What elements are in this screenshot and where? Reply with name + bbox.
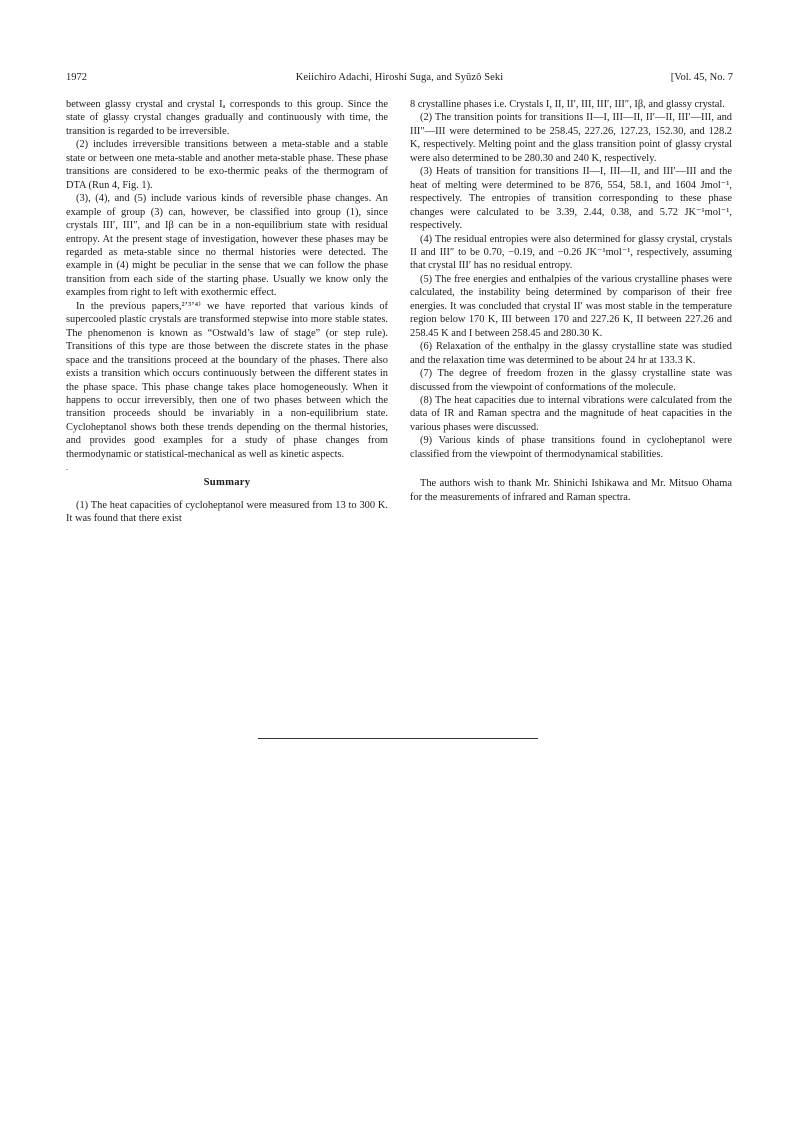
summary-item: (8) The heat capacities due to internal vibrations were calculated from the data of IR and Raman spectra and the magnitude of heat capacities in the various phases were discussed. (410, 394, 732, 433)
page-number: 1972 (66, 72, 87, 83)
stray-mark: . (66, 463, 68, 473)
summary-item: (6) Relaxation of the enthalpy in the glassy crystalline state was studied and the relaxation time was determined to be about 24 hr at 133.3 K. (410, 341, 732, 366)
summary-item: (4) The residual entropies were also determined for glassy crystal, crystals II and III″ to be 0.70, −0.19, and −0.26 JK⁻¹mol⁻¹, respectively, assuming that crystal III′ has no residual entropy. (410, 233, 732, 272)
paragraph: In the previous papers,²ʼ³ʼ⁴⁾ we have reported that various kinds of supercooled plastic crystals are transformed stepwise into more stable states. The phenomenon is known as “Ostwald’s law of stage” (or step rule). Transitions of this type are those between the discrete states in the phase space and the transitions proceed at the boundary of the phases. There also exists a transition which occurs continuously between the different states in the phase space. This phase change takes place homogeneously. When it happens to occur irreversibly, then one of two phases between which the transition proceeds should be invariably in a non-equilibrium state. Cycloheptanol shows both these trends depending on the thermal histories, and provides good examples for a study of phase changes from thermodynamic or statistical-mechanical as well as kinetic aspects. (66, 300, 388, 460)
summary-item: (5) The free energies and enthalpies of the various crystalline phases were calculated, the instability being determined by comparison of their free energies. It was concluded that crystal II′ was most stable in the temperature region below 170 K, III between 170 and 227.26 K, II between 227.26 and 258.45 K and I between 258.45 and 280.30 K. (410, 273, 732, 339)
summary-item: (2) The transition points for transitions II—I, III—II, II′—II, III′—III, and III″—III were determined to be 258.45, 227.26, 127.23, 152.30, and 128.2 K, respectively. Melting point and the glass transition point of glassy crystal were also determined to be 280.30 and 240 K, respectively. (410, 112, 732, 164)
summary-item: (1) The heat capacities of cycloheptanol were measured from 13 to 300 K. It was found that there exist (66, 499, 388, 525)
running-header (66, 72, 733, 88)
right-column (410, 98, 732, 504)
end-rule (258, 738, 538, 739)
left-column (66, 98, 388, 526)
summary-item: (9) Various kinds of phase transitions found in cycloheptanol were classified from the viewpoint of thermodynamical stabilities. (410, 435, 732, 460)
paragraph: (3), (4), and (5) include various kinds of reversible phase changes. An example of group (3) can, however, be classified into group (1), since crystals III′, III″, and Iβ can be in a non-equilibrium state with residual entropy. At the present stage of investigation, however these phases may be regarded as meta-stable since no thermal histories were detected. The example in (4) might be peculiar in the sense that we can follow the phase transition from each side of the starting phase. Usually we know only the examples from right to left with exothermic effect. (66, 193, 388, 299)
acknowledgment: The authors wish to thank Mr. Shinichi Ishikawa and Mr. Mitsuo Ohama for the measurements of infrared and Raman spectra. (410, 478, 732, 503)
paragraph: (2) includes irreversible transitions between a meta-stable and a stable state or between one meta-stable and another meta-stable phase. These phase transitions are considered to be exo-thermic peaks of the thermogram of DTA (Run 4, Fig. 1). (66, 139, 388, 191)
summary-heading: Summary (203, 477, 251, 489)
paragraph: between glassy crystal and crystal Iₐ corresponds to this group. Since the state of glassy crystal changes gradually and continuously with time, the transition is regarded to be irreversible. (66, 99, 388, 137)
volume-info: [Vol. 45, No. 7 (670, 72, 733, 83)
summary-item: (7) The degree of freedom frozen in the glassy crystalline state was discussed from the viewpoint of conformations of the molecule. (410, 368, 732, 393)
running-authors: Keiichiro Adachi, Hiroshi Suga, and Syûzô Seki (295, 72, 504, 83)
summary-item: 8 crystalline phases i.e. Crystals I, II, II′, III, III′, III″, Iβ, and glassy crystal. (410, 99, 725, 110)
summary-item: (3) Heats of transition for transitions II—I, III—II, and III′—III and the heat of melting were determined to be 876, 554, 58.1, and 1604 Jmol⁻¹, respectively. The entropies of transition corresponding to these phase changes were calculated to be 3.39, 2.44, 0.38, and 5.72 JK⁻¹mol⁻¹, respectively. (410, 166, 732, 232)
